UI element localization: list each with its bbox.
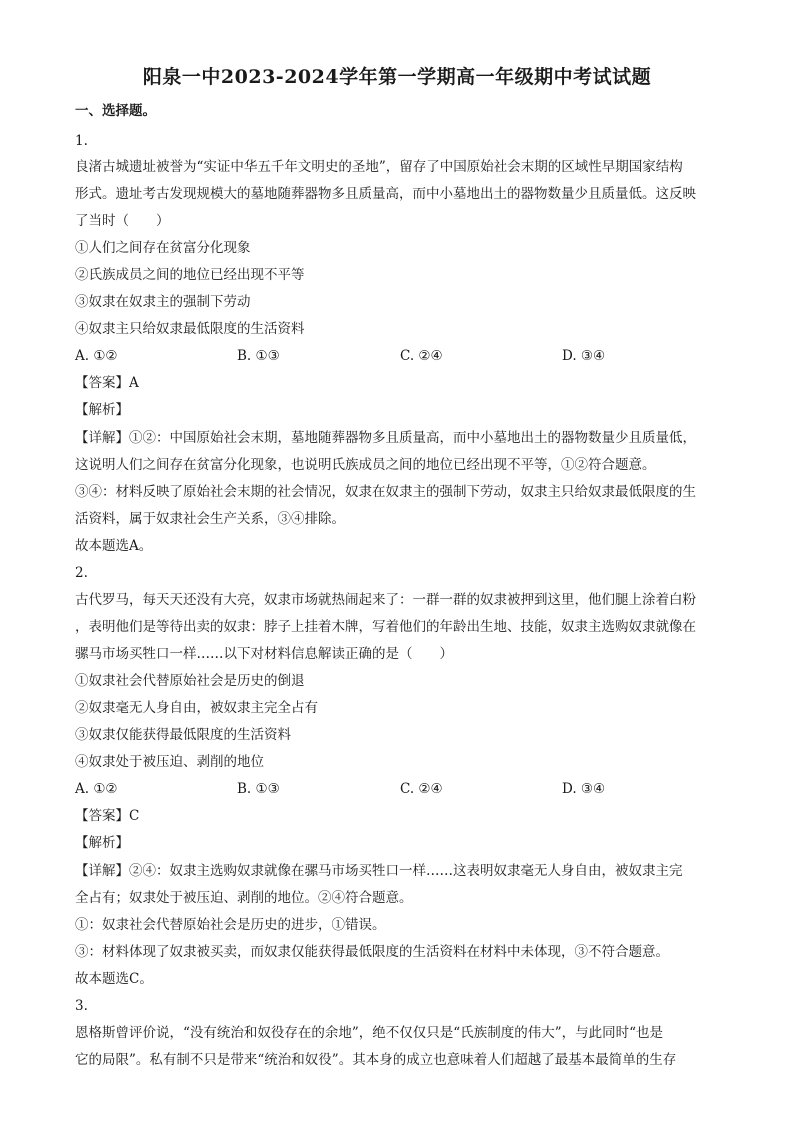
q1-detail-line: ③④：材料反映了原始社会末期的社会情况，奴隶在奴隶主的强制下劳动，奴隶主只给奴隶最低限度的生: [75, 484, 696, 500]
q2-stem-line: ，表明他们是等待出卖的奴隶：脖子上挂着木牌，写着他们的年龄出生地、技能，奴隶主选购奴隶就像在: [75, 619, 696, 635]
option-a: A. ①②: [75, 348, 118, 364]
option-c: C. ②④: [400, 348, 443, 364]
q1-stem-line: 了当时（ ）: [75, 213, 170, 229]
option-c: C. ②④: [400, 781, 443, 797]
q2-answer: 【答案】C: [75, 808, 140, 824]
q1-answer: 【答案】A: [75, 375, 139, 391]
q2-item: ③奴隶仅能获得最低限度的生活资料: [75, 727, 291, 743]
q2-detail-line: 【详解】②④：奴隶主选购奴隶就像在骡马市场买牲口一样……这表明奴隶毫无人身自由，被奴隶主完: [75, 863, 683, 879]
q2-stem-line: 古代罗马，每天天还没有大亮，奴隶市场就热闹起来了：一群一群的奴隶被押到这里，他们腿上涂着白粉: [75, 592, 696, 608]
q1-detail-line: 活资料，属于奴隶社会生产关系，③④排除。: [75, 511, 345, 527]
q1-detail-line: 【详解】①②：中国原始社会末期，墓地随葬器物多且质量高，而中小墓地出土的器物数量少且质量低，: [75, 430, 696, 446]
q3-stem-line: 恩格斯曾评价说，“没有统治和奴役存在的余地”，绝不仅仅只是“氏族制度的伟大”，与此同时“也是: [75, 1025, 664, 1041]
option-b: B. ①③: [237, 348, 280, 364]
q2-conclusion: 故本题选C。: [75, 971, 153, 987]
q1-detail-line: 这说明人们之间存在贫富分化现象，也说明氏族成员之间的地位已经出现不平等，①②符合题意。: [75, 457, 656, 473]
q2-item: ②奴隶毫无人身自由，被奴隶主完全占有: [75, 700, 318, 716]
q2-detail-line: 全占有；奴隶处于被压迫、剥削的地位。②④符合题意。: [75, 890, 413, 906]
q1-conclusion: 故本题选A。: [75, 538, 153, 554]
option-d: D. ③④: [562, 781, 606, 797]
exam-title: 阳泉一中2023-2024学年第一学期高一年级期中考试试题: [142, 66, 652, 88]
option-b: B. ①③: [237, 781, 280, 797]
q2-stem-line: 骡马市场买牲口一样……以下对材料信息解读正确的是（ ）: [75, 646, 453, 662]
q1-stem-line: 形式。遗址考古发现规模大的墓地随葬器物多且质量高，而中小墓地出土的器物数量少且质量低。这反映: [75, 186, 696, 202]
q1-stem-line: 良渚古城遗址被誉为“实证中华五千年文明史的圣地”，留存了中国原始社会末期的区域性早期国家结构: [75, 159, 683, 175]
q1-item: ②氏族成员之间的地位已经出现不平等: [75, 267, 305, 283]
q1-number: 1.: [75, 133, 88, 149]
option-a: A. ①②: [75, 781, 118, 797]
q1-item: ④奴隶主只给奴隶最低限度的生活资料: [75, 321, 305, 337]
q1-item: ①人们之间存在贫富分化现象: [75, 240, 251, 256]
q3-number: 3.: [75, 998, 88, 1014]
section-heading: 一、选择题。: [75, 103, 156, 119]
q2-item: ④奴隶处于被压迫、剥削的地位: [75, 754, 264, 770]
q2-detail-line: ③：材料体现了奴隶被买卖，而奴隶仅能获得最低限度的生活资料在材料中未体现，③不符合题意。: [75, 944, 669, 960]
q3-stem-line: 它的局限”。私有制不只是带来“统治和奴役”。其本身的成立也意味着人们超越了最基本最简单的生存: [75, 1052, 677, 1068]
q2-detail-line: ①：奴隶社会代替原始社会是历史的进步，①错误。: [75, 917, 386, 933]
q1-analysis-label: 【解析】: [75, 402, 129, 418]
q2-number: 2.: [75, 565, 88, 581]
q2-analysis-label: 【解析】: [75, 835, 129, 851]
option-d: D. ③④: [562, 348, 606, 364]
q2-item: ①奴隶社会代替原始社会是历史的倒退: [75, 673, 305, 689]
q1-item: ③奴隶在奴隶主的强制下劳动: [75, 294, 251, 310]
